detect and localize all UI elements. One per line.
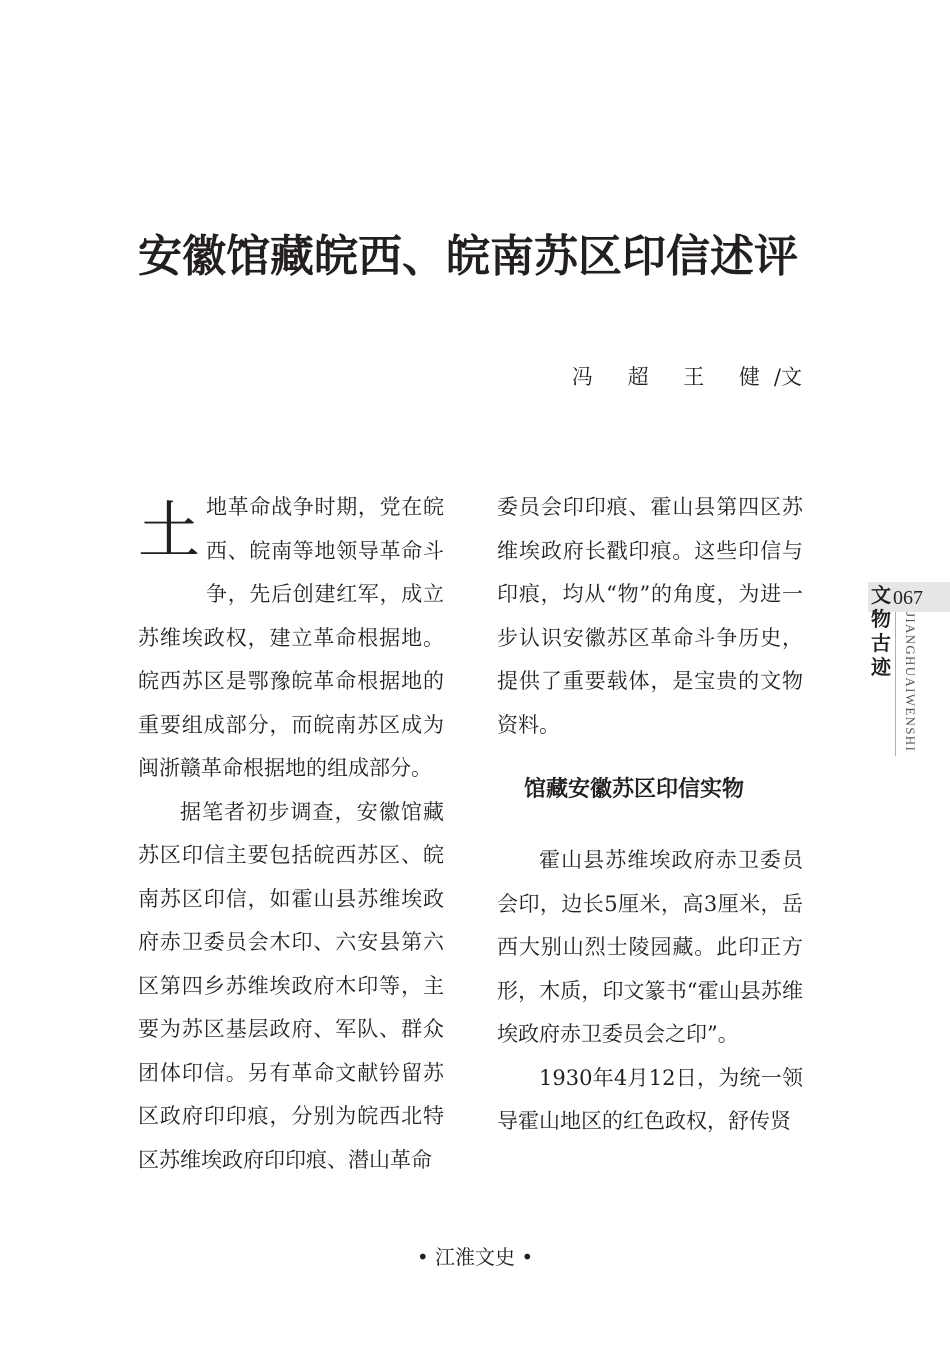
byline xyxy=(560,362,802,392)
section-heading: 馆藏安徽苏区印信实物 xyxy=(524,777,745,802)
side-title-char: 迹 xyxy=(871,655,891,679)
paragraph-seal-description: 霍山县苏维埃政府赤卫委员会印，边长5厘米，高3厘米，岳西大别山烈士陵园藏。此印正方形，木质，印文篆书“霍山县苏维埃政府赤卫委员会之印”。 xyxy=(497,848,803,1046)
byline-authors: 冯 超 王 健 xyxy=(571,365,774,389)
text-column-left xyxy=(138,486,444,1182)
side-title-char: 文 xyxy=(871,583,891,607)
paragraph-intro xyxy=(138,486,444,791)
paragraph-history: 1930年4月12日，为统一领导霍山地区的红色政权，舒传贤 xyxy=(497,1065,803,1133)
footer-journal-name: • 江淮文史 • xyxy=(416,1245,534,1269)
side-title-char: 物 xyxy=(871,607,891,631)
side-title-char: 古 xyxy=(871,631,891,655)
text-column-right xyxy=(497,486,803,1144)
side-section-title xyxy=(869,583,893,679)
byline-suffix: /文 xyxy=(773,365,802,389)
page-number: 067 xyxy=(893,587,923,609)
article-title: 安徽馆藏皖西、皖南苏区印信述评 xyxy=(138,231,798,282)
side-divider-line xyxy=(895,612,896,756)
paragraph-continued: 委员会印印痕、霍山县第四区苏维埃政府长戳印痕。这些印信与印痕，均从“物”的角度，为进一步认识安徽苏区革命斗争历史，提供了重要载体，是宝贵的文物资料。 xyxy=(497,495,803,737)
journal-latin-name: JIANGHUAIWENSHI xyxy=(903,612,918,753)
paragraph-intro-text: 地革命战争时期，党在皖西、皖南等地领导革命斗争，先后创建红军，成立苏维埃政权，建立革命根据地。皖西苏区是鄂豫皖革命根据地的重要组成部分，而皖南苏区成为闽浙赣革命根据地的组成部分。 xyxy=(138,495,444,780)
paragraph-survey: 据笔者初步调查，安徽馆藏苏区印信主要包括皖西苏区、皖南苏区印信，如霍山县苏维埃政府赤卫委员会木印、六安县第六区第四乡苏维埃政府木印等，主要为苏区基层政府、军队、群众团体印信。另有革命文献钤留苏区政府印印痕，分别为皖西北特区苏维埃政府印印痕、潜山革命 xyxy=(138,799,444,1172)
drop-cap: 土 xyxy=(138,494,201,567)
